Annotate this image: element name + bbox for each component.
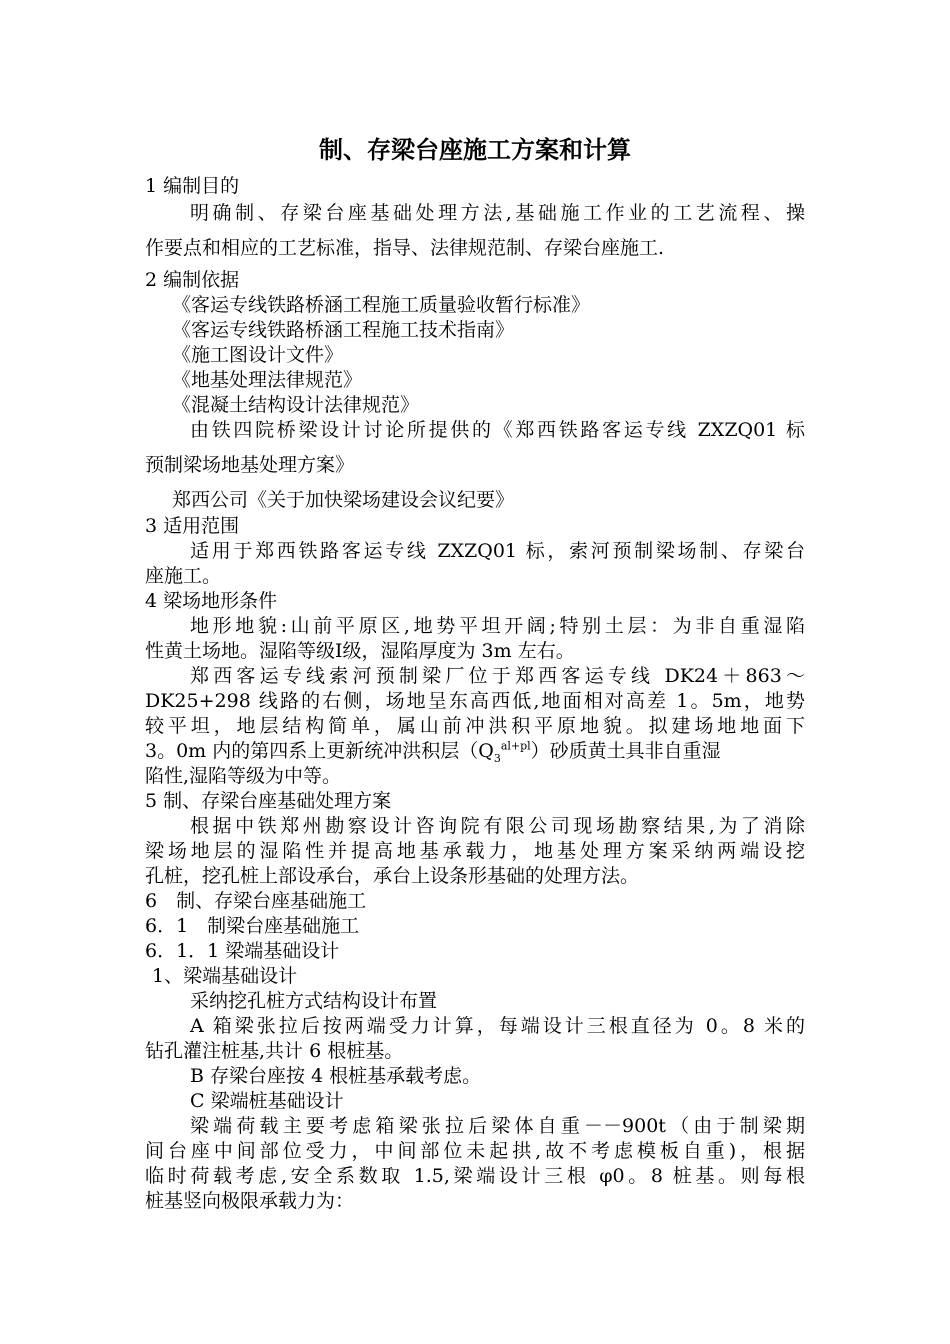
paragraph-line: 桩基竖向极限承载力为：: [145, 1190, 355, 1212]
reference-item: 《客运专线铁路桥涵工程施工技术指南》: [172, 319, 515, 341]
paragraph-line: 孔桩，挖孔桩上部设承台，承台上设条形基础的处理方法。: [145, 865, 640, 887]
paragraph-line: 临时荷载考虑,安全系数取 1.5,梁端设计三根 φ0。8 桩基。则每根: [145, 1165, 805, 1187]
paragraph-line: 采纳挖孔桩方式结构设计布置: [190, 990, 438, 1012]
paragraph-line: 陷性,湿陷等级为中等。: [145, 765, 342, 787]
reference-item: 由铁四院桥梁设计讨论所提供的《郑西铁路客运专线 ZXZQ01 标: [190, 419, 805, 441]
item-heading: 1、梁端基础设计: [152, 965, 298, 987]
section-heading-3: 3 适用范围: [145, 515, 240, 537]
section-heading-6: 6 制、存梁台座基础施工: [145, 890, 367, 912]
section-heading-5: 5 制、存梁台座基础处理方案: [145, 790, 392, 812]
subsection-heading: 6．1 制梁台座基础施工: [145, 915, 360, 937]
paragraph-line: 梁场地层的湿陷性并提高地基承载力，地基处理方案采纳两端设挖: [145, 840, 805, 862]
paragraph-line: 根据中铁郑州勘察设计咨询院有限公司现场勘察结果,为了消除: [190, 815, 805, 837]
reference-item: 《客运专线铁路桥涵工程施工质量验收暂行标准》: [172, 294, 591, 316]
paragraph-line: 钻孔灌注桩基,共计 6 根桩基。: [145, 1040, 404, 1062]
document-title: 制、存梁台座施工方案和计算: [319, 135, 631, 164]
paragraph-line: 郑西客运专线索河预制梁厂位于郑西客运专线 DK24＋863～: [190, 665, 805, 687]
paragraph-line: A 箱梁张拉后按两端受力计算，每端设计三根直径为 0。8 米的: [190, 1015, 805, 1037]
paragraph-line: 座施工。: [145, 565, 222, 587]
paragraph-line-with-formula: [145, 739, 810, 764]
paragraph-line: B 存梁台座按 4 根桩基承载考虑。: [190, 1065, 482, 1087]
section-heading-2: 2 编制依据: [145, 269, 240, 291]
formula-superscript: al+pl: [500, 739, 531, 753]
paragraph-line: 梁端荷载主要考虑箱梁张拉后梁体自重－－900t（由于制梁期: [190, 1115, 805, 1137]
reference-item: 《混凝土结构设计法律规范》: [172, 394, 420, 416]
formula-subscript: 3: [493, 751, 501, 765]
section-heading-4: 4 梁场地形条件: [145, 590, 278, 612]
reference-item: 郑西公司《关于加快梁场建设会议纪要》: [172, 489, 515, 511]
subsubsection-heading: 6．1．1 梁端基础设计: [145, 940, 340, 962]
reference-item: 《地基处理法律规范》: [172, 369, 363, 391]
paragraph-line: C 梁端桩基础设计: [190, 1090, 344, 1112]
reference-item: 《施工图设计文件》: [172, 344, 344, 366]
paragraph-line: 较平坦，地层结构简单，属山前冲洪积平原地貌。拟建场地地面下: [145, 715, 805, 737]
section-heading-1: 1 编制目的: [145, 175, 240, 197]
reference-item-continued: 预制梁场地基处理方案》: [145, 454, 355, 476]
paragraph-line: 地形地貌:山前平原区,地势平坦开阔;特别土层：为非自重湿陷: [190, 615, 805, 637]
paragraph-line: 间台座中间部位受力，中间部位未起拱,故不考虑模板自重)，根据: [145, 1140, 805, 1162]
paragraph-line: 明确制、存梁台座基础处理方法,基础施工作业的工艺流程、操: [190, 202, 805, 224]
paragraph-line: 性黄土场地。湿陷等级Ⅰ级，湿陷厚度为 3m 左右。: [145, 640, 575, 662]
paragraph-line: 适用于郑西铁路客运专线 ZXZQ01 标，索河预制梁场制、存梁台: [190, 540, 805, 562]
paragraph-line: 作要点和相应的工艺标准，指导、法律规范制、存梁台座施工.: [145, 237, 665, 259]
formula-text-start: 3。0m 内的第四系上更新统冲洪积层（Q: [145, 740, 494, 762]
formula-text-end: ）砂质黄土具非自重湿: [530, 740, 721, 762]
paragraph-line: DK25+298 线路的右侧，场地呈东高西低,地面相对高差 1。5m，地势: [145, 690, 805, 712]
